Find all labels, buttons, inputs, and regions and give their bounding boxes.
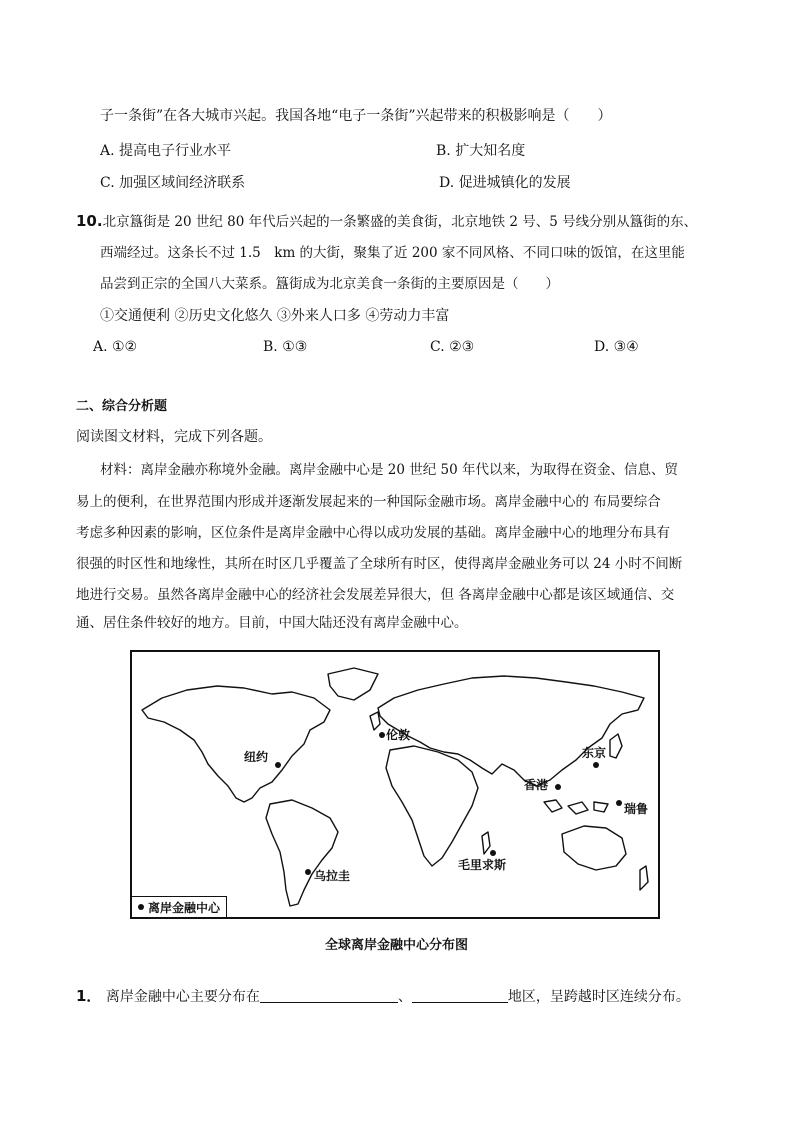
label-mauritius: 毛里求斯 [458, 858, 507, 872]
label-london: 伦敦 [386, 728, 411, 742]
q10-option-c: C. ②③ [430, 339, 475, 355]
island-madagascar [482, 832, 490, 854]
label-newyork: 纽约 [244, 750, 269, 764]
q10-option-b: B. ①③ [263, 339, 308, 355]
q1-number: 1． [76, 987, 102, 1005]
island-greenland [328, 668, 378, 700]
world-map [130, 650, 660, 919]
material-line-4: 很强的时区性和地缘性，其所在时区几乎覆盖了全球所有时区，使得离岸金融业务可以 24 小时不间断 [76, 556, 683, 572]
map-caption: 全球离岸金融中心分布图 [324, 938, 468, 953]
marker-london [379, 732, 385, 738]
marker-hongkong [555, 784, 561, 790]
continent-australia [562, 826, 626, 870]
q1-separator: 、 [397, 989, 412, 1005]
island-new-zealand [640, 866, 648, 890]
q1-line [76, 986, 690, 1007]
label-tokyo: 东京 [582, 746, 607, 760]
marker-uruguay [305, 869, 311, 875]
continent-south-america [266, 800, 338, 906]
legend-label: 离岸金融中心 [148, 900, 221, 915]
label-uruguay: 乌拉圭 [314, 869, 351, 883]
material-line-3: 考虑多种因素的影响，区位条件是离岸金融中心得以成功发展的基础。离岸金融中心的地理分布具有 [76, 525, 670, 541]
label-ruilu: 瑞鲁 [624, 802, 649, 816]
material-line-1: 材料：离岸金融亦称境外金融。离岸金融中心是 20 世纪 50 年代以来，为取得在资金、信息、贸 [100, 462, 679, 478]
world-map-outline [132, 652, 658, 917]
marker-ruilu [616, 800, 622, 806]
continent-africa [386, 746, 478, 866]
q9-option-d: D. 促进城镇化的发展 [439, 175, 571, 191]
q1-text-after: 地区，呈跨越时区连续分布。 [507, 989, 690, 1005]
q1-text-before: 离岸金融中心主要分布在 [105, 989, 260, 1005]
marker-newyork [275, 762, 281, 768]
q1-blank-1[interactable] [260, 988, 398, 1003]
q9-option-c: C. 加强区域间经济联系 [100, 175, 246, 191]
legend-dot-icon [138, 904, 144, 910]
continent-eurasia [378, 676, 644, 786]
q10-line2: 西端经过。这条长不过 1.5 km 的大街，聚集了近 200 家不同风格、不同口味的饭馆，在这里能 [100, 245, 685, 261]
label-hongkong: 香港 [524, 778, 549, 792]
q10-option-d: D. ③④ [594, 339, 639, 355]
continent-north-america [142, 686, 330, 802]
q10-number: 10. [76, 212, 103, 230]
q10-line1 [76, 211, 697, 232]
map-legend [132, 896, 227, 917]
q9-stem-tail: 子一条街”在各大城市兴起。我国各地“电子一条街”兴起带来的积极影响是（ ） [100, 108, 612, 124]
material-line-2: 易上的便利，在世界范围内形成并逐渐发展起来的一种国际金融市场。离岸金融中心的 布局要综合 [76, 494, 661, 510]
q9-option-a: A. 提高电子行业水平 [100, 143, 232, 159]
q10-option-a: A. ①② [93, 339, 138, 355]
island-uk [370, 712, 380, 730]
q9-option-b: B. 扩大知名度 [436, 143, 526, 159]
section-instruction: 阅读图文材料，完成下列各题。 [76, 429, 272, 445]
q10-text-1: 北京簋街是 20 世纪 80 年代后兴起的一条繁盛的美食街，北京地铁 2 号、5 号线分别从簋街的东、 [102, 214, 698, 230]
q10-choices: ①交通便利 ②历史文化悠久 ③外来人口多 ④劳动力丰富 [100, 308, 450, 324]
material-line-6: 通、居住条件较好的地方。目前，中国大陆还没有离岸金融中心。 [76, 615, 468, 631]
q1-blank-2[interactable] [412, 988, 508, 1003]
q10-line3: 品尝到正宗的全国八大菜系。簋街成为北京美食一条街的主要原因是（ ） [100, 276, 559, 292]
islands-southeast-asia [544, 800, 608, 814]
marker-tokyo [593, 762, 599, 768]
island-japan [610, 734, 622, 758]
material-line-5: 地进行交易。虽然各离岸金融中心的经济社会发展差异很大，但 各离岸金融中心都是该区域通信、交 [76, 587, 675, 603]
section-heading: 二、综合分析题 [76, 399, 168, 414]
